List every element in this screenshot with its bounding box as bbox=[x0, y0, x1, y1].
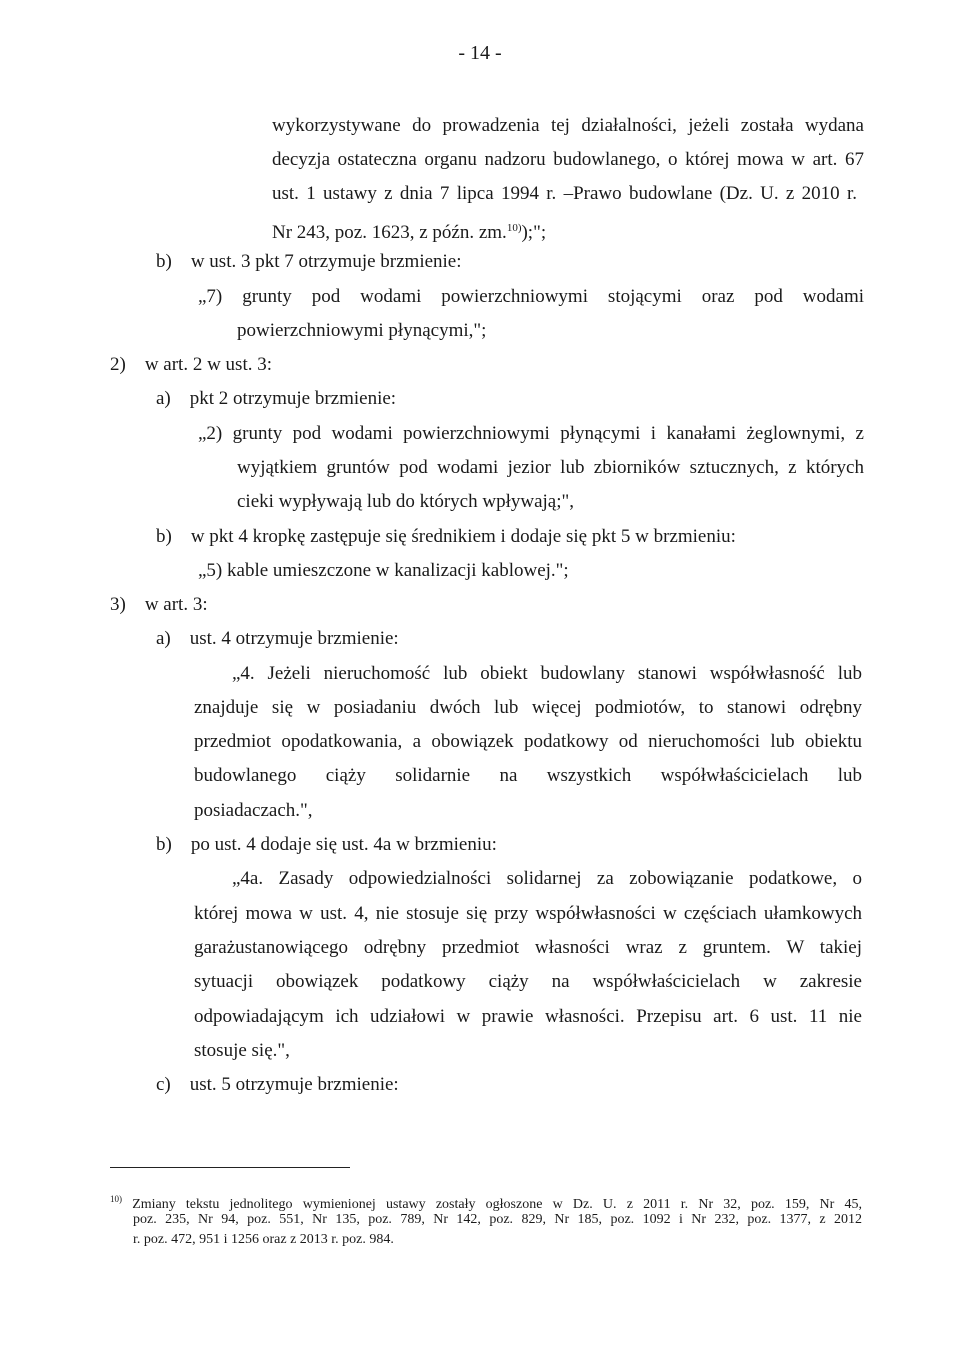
text-line bbox=[272, 216, 546, 245]
text-fragment: Nr 243, poz. 1623, z późn. zm. bbox=[272, 222, 507, 243]
text-line: decyzja ostateczna organu nadzoru budowlanego, o której mowa w art. 67 bbox=[272, 149, 864, 170]
footnote-separator bbox=[110, 1167, 350, 1168]
footnote-reference: 10) bbox=[506, 222, 522, 234]
list-item-b: b) po ust. 4 dodaje się ust. 4a w brzmieniu: bbox=[156, 834, 497, 855]
text-line: „5) kable umieszczone w kanalizacji kablowej."; bbox=[198, 560, 569, 581]
text-line: cieki wypływają lub do których wpływają;", bbox=[237, 491, 575, 512]
text-line: której mowa w ust. 4, nie stosuje się przy współwłasności w częściach ułamkowych bbox=[194, 903, 862, 924]
text-fragment: );"; bbox=[521, 222, 547, 243]
text-line: stosuje się.", bbox=[194, 1040, 290, 1061]
footnote-marker: 10) bbox=[110, 1194, 122, 1204]
list-item-b: b) w pkt 4 kropkę zastępuje się średnikiem i dodaje się pkt 5 w brzmieniu: bbox=[156, 526, 736, 547]
text-line: posiadaczach.", bbox=[194, 800, 313, 821]
footnote-line: poz. 235, Nr 94, poz. 551, Nr 135, poz. 789, Nr 142, poz. 829, Nr 185, poz. 1092 i Nr 232, poz. 1377, z 2012 bbox=[133, 1212, 862, 1227]
list-item-b: b) w ust. 3 pkt 7 otrzymuje brzmienie: bbox=[156, 251, 462, 272]
text-line: wyjątkiem gruntów pod wodami jezior lub zbiorników sztucznych, z których bbox=[237, 457, 864, 478]
text-line: „4a. Zasady odpowiedzialności solidarnej za zobowiązanie podatkowe, o bbox=[232, 868, 862, 889]
text-line: budowlanego ciąży solidarnie na wszystkich współwłaścicielach lub bbox=[194, 765, 862, 786]
list-item-3: 3) w art. 3: bbox=[110, 594, 208, 615]
footnote-text: Zmiany tekstu jednolitego wymienionej ustawy zostały ogłoszone w Dz. U. z 2011 r. Nr 32, poz. 159, Nr 45, bbox=[132, 1197, 862, 1212]
list-item-a: a) pkt 2 otrzymuje brzmienie: bbox=[156, 388, 397, 409]
text-line: „7) grunty pod wodami powierzchniowymi stojącymi oraz pod wodami bbox=[198, 286, 864, 307]
text-line: „2) grunty pod wodami powierzchniowymi płynącymi i kanałami żeglownymi, z bbox=[198, 423, 864, 444]
text-line: znajduje się w posiadaniu dwóch lub więcej podmiotów, to stanowi odrębny bbox=[194, 697, 862, 718]
text-line: „4. Jeżeli nieruchomość lub obiekt budowlany stanowi współwłasność lub bbox=[232, 663, 862, 684]
text-line: przedmiot opodatkowania, a obowiązek podatkowy od nieruchomości lub obiektu bbox=[194, 731, 862, 752]
page-number: - 14 - bbox=[458, 42, 502, 64]
text-line: powierzchniowymi płynącymi,"; bbox=[237, 320, 487, 341]
text-line: garażustanowiącego odrębny przedmiot własności wraz z gruntem. W takiej bbox=[194, 937, 862, 958]
list-item-2: 2) w art. 2 w ust. 3: bbox=[110, 354, 273, 375]
footnote-line: r. poz. 472, 951 i 1256 oraz z 2013 r. poz. 984. bbox=[133, 1232, 394, 1247]
text-line: odpowiadającym ich udziałowi w prawie własności. Przepisu art. 6 ust. 11 nie bbox=[194, 1006, 862, 1027]
text-line: sytuacji obowiązek podatkowy ciąży na współwłaścicielach w zakresie bbox=[194, 971, 862, 992]
text-line: ust. 1 ustawy z dnia 7 lipca 1994 r. –Prawo budowlane (Dz. U. z 2010 r. bbox=[272, 183, 857, 204]
list-item-c: c) ust. 5 otrzymuje brzmienie: bbox=[156, 1074, 399, 1095]
text-line: wykorzystywane do prowadzenia tej działalności, jeżeli została wydana bbox=[272, 115, 864, 136]
list-item-a: a) ust. 4 otrzymuje brzmienie: bbox=[156, 628, 399, 649]
